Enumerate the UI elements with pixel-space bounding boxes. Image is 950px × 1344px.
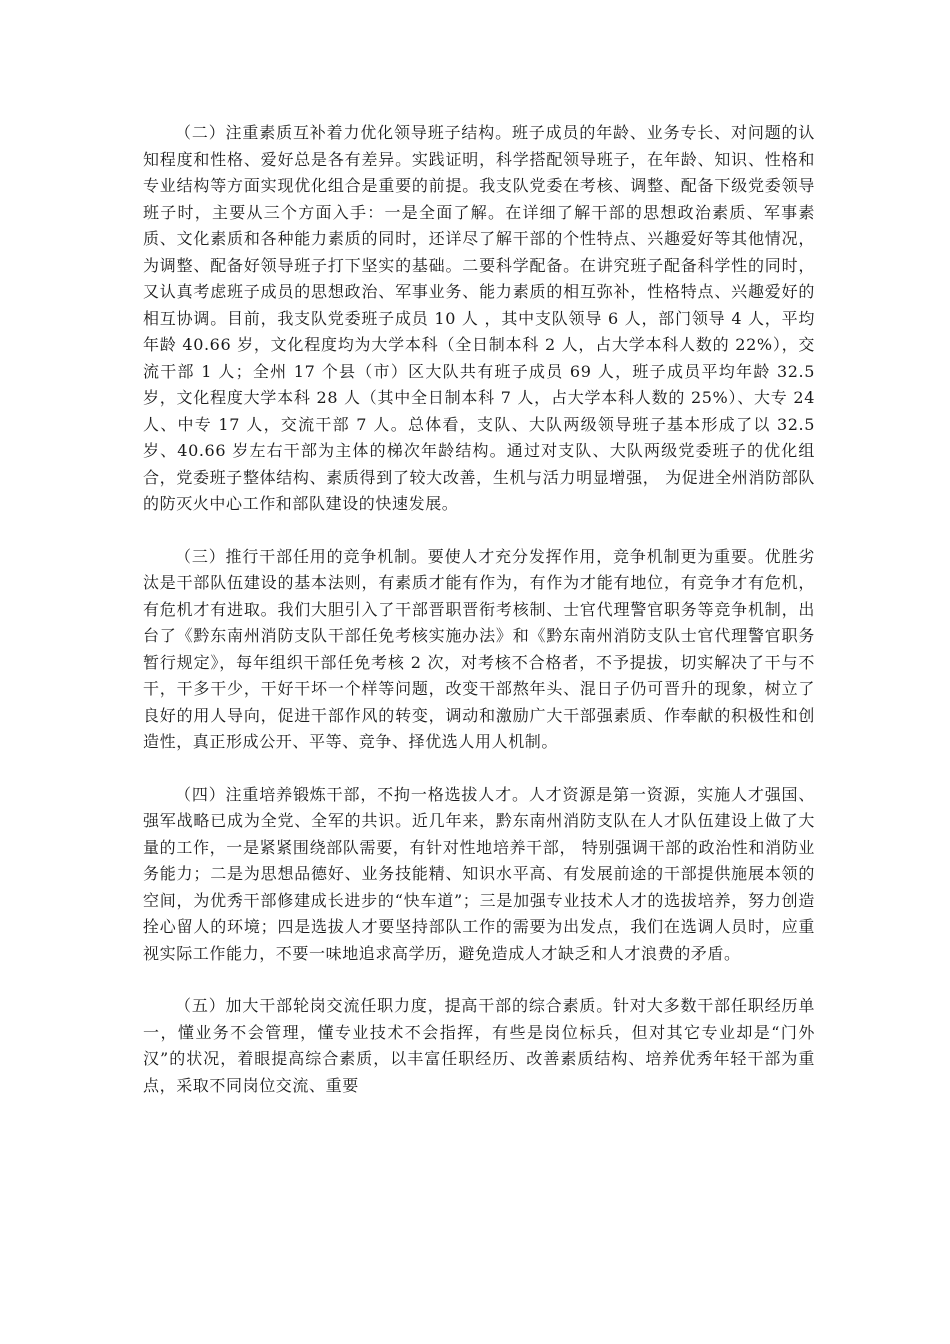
paragraph-section-4: （四）注重培养锻炼干部，不拘一格选拔人才。人才资源是第一资源，实施人才强国、强军战略已成为全党、全军的共识。近几年来，黔东南州消防支队在人才队伍建设上做了大量的工作，一是紧紧围绕部队需要，有针对性地培养干部， 特别强调干部的政治性和消防业务能力；二是为思想品德好、业务技能精、知识水平高、有发展前途的干部提供施展本领的空间，为优秀干部修建成长进步的“快车道”；三是加强专业技术人才的选拔培养，努力创造拴心留人的环境；四是选拔人才要坚持部队工作的需要为出发点，我们在选调人员时，应重视实际工作能力，不要一味地追求高学历，避免造成人才缺乏和人才浪费的矛盾。 [143,784,815,963]
paragraph-section-5: （五）加大干部轮岗交流任职力度，提高干部的综合素质。针对大多数干部任职经历单一，懂业务不会管理，懂专业技术不会指挥，有些是岗位标兵，但对其它专业却是“门外汉”的状况，着眼提高综合素质，以丰富任职经历、改善素质结构、培养优秀年轻干部为重点，采取不同岗位交流、重要 [143,996,815,1095]
document-page [143,120,815,1125]
paragraph-section-2: （二）注重素质互补着力优化领导班子结构。班子成员的年龄、业务专长、对问题的认知程度和性格、爱好总是各有差异。实践证明，科学搭配领导班子，在年龄、知识、性格和专业结构等方面实现优化组合是重要的前提。我支队党委在考核、调整、配备下级党委领导班子时，主要从三个方面入手：一是全面了解。在详细了解干部的思想政治素质、军事素质、文化素质和各种能力素质的同时，还详尽了解干部的个性特点、兴趣爱好等其他情况，为调整、配备好领导班子打下坚实的基础。二要科学配备。在讲究班子配备科学性的同时，又认真考虑班子成员的思想政治、军事业务、能力素质的相互弥补，性格特点、兴趣爱好的相互协调。目前，我支队党委班子成员 10 人 ，其中支队领导 6 人，部门领导 4 人，平均年龄 40.66 岁，文化程度均为大学本科（全日制本科 2 人，占大学本科人数的 22%），交流干部 1 人；全州 17 个县（市）区大队共有班子成员 69 人，班子成员平均年龄 32.5 岁，文化程度大学本科 28 人（其中全日制本科 7 人，占大学本科人数的 25%）、大专 24 人、中专 17 人，交流干部 7 人。总体看，支队、大队两级领导班子基本形成了以 32.5 岁、40.66 岁左右干部为主体的梯次年龄结构。通过对支队、大队两级党委班子的优化组合，党委班子整体结构、素质得到了较大改善，生机与活力明显增强， 为促进全州消防部队的防灭火中心工作和部队建设的快速发展。 [143,123,815,513]
paragraph-section-3: （三）推行干部任用的竞争机制。要使人才充分发挥作用，竞争机制更为重要。优胜劣汰是干部队伍建设的基本法则，有素质才能有作为，有作为才能有地位，有竞争才有危机，有危机才有进取。我们大胆引入了干部晋职晋衔考核制、士官代理警官职务等竞争机制，出台了《黔东南州消防支队干部任免考核实施办法》和《黔东南州消防支队士官代理警官职务暂行规定》，每年组织干部任免考核 2 次，对考核不合格者，不予提拔，切实解决了干与不干，干多干少，干好干坏一个样等问题，改变干部熬年头、混日子仍可晋升的现象，树立了良好的用人导向，促进干部作风的转变，调动和激励广大干部强素质、作奉献的积极性和创造性，真正形成公开、平等、竞争、择优选人用人机制。 [143,546,815,751]
